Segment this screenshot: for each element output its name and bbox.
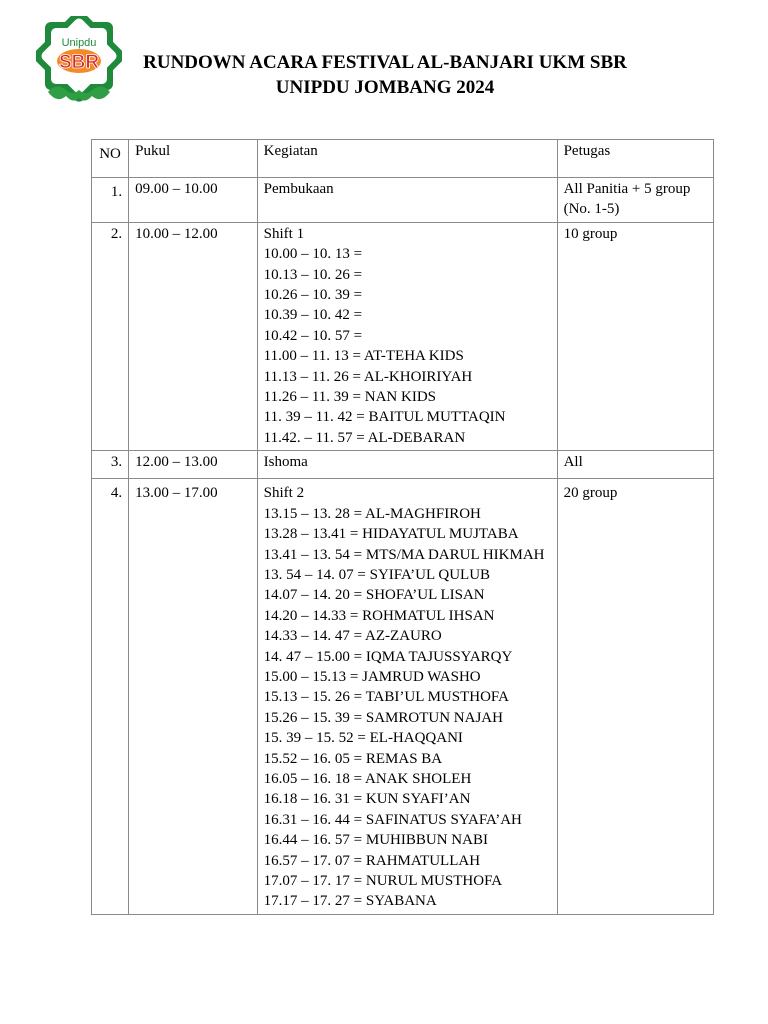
title-line-1: RUNDOWN ACARA FESTIVAL AL-BANJARI UKM SBR [143, 52, 627, 73]
schedule-slot: 10.13 – 10. 26 = [263, 266, 363, 283]
shift-label: Shift 1 [263, 225, 305, 242]
schedule-slot: 17.17 – 17. 27 = SYABANA [263, 893, 437, 910]
row-petugas: All Panitia + 5 group (No. 1-5) [557, 178, 713, 223]
schedule-slot: 15. 39 – 15. 52 = EL-HAQQANI [263, 730, 463, 747]
schedule-slot: 15.13 – 15. 26 = TABI’UL MUSTHOFA [263, 689, 509, 706]
row-kegiatan-cell [257, 479, 557, 915]
schedule-slot: 14.07 – 14. 20 = SHOFA’UL LISAN [263, 587, 485, 604]
row-no: 4. [92, 479, 129, 915]
row-petugas: 20 group [557, 479, 713, 915]
schedule-slot: 16.31 – 16. 44 = SAFINATUS SYAFA’AH [263, 811, 522, 828]
schedule-slot: 10.42 – 10. 57 = [263, 327, 363, 344]
schedule-slot: 11.13 – 11. 26 = AL-KHOIRIYAH [263, 368, 473, 385]
unipdu-sbr-logo [36, 16, 122, 104]
schedule-slot: 11.42. – 11. 57 = AL-DEBARAN [263, 429, 466, 446]
schedule-slot: 11.00 – 11. 13 = AT-TEHA KIDS [263, 348, 464, 365]
schedule-slot: 15.26 – 15. 39 = SAMROTUN NAJAH [263, 709, 503, 726]
row-no: 1. [92, 178, 129, 223]
title-line-2: UNIPDU JOMBANG 2024 [275, 77, 495, 98]
row-kegiatan: Pembukaan [257, 178, 557, 223]
schedule-slot: 11.26 – 11. 39 = NAN KIDS [263, 389, 437, 406]
table-header-row [92, 140, 714, 178]
schedule-slot: 13.41 – 13. 54 = MTS/MA DARUL HIKMAH [263, 546, 545, 563]
schedule-slot: 16.44 – 16. 57 = MUHIBBUN NABI [263, 832, 488, 849]
table-row [92, 178, 714, 223]
table-row [92, 451, 714, 479]
header-petugas: Petugas [557, 140, 713, 178]
schedule-slot: 14. 47 – 15.00 = IQMA TAJUSSYARQY [263, 648, 513, 665]
schedule-slot: 11. 39 – 11. 42 = BAITUL MUTTAQIN [263, 409, 506, 426]
header-no: NO [92, 140, 129, 178]
header-kegiatan: Kegiatan [257, 140, 557, 178]
row-pukul: 09.00 – 10.00 [129, 178, 258, 223]
row-no: 2. [92, 222, 129, 450]
row-petugas: All [557, 451, 713, 479]
schedule-slot: 14.33 – 14. 47 = AZ-ZAURO [263, 628, 442, 645]
rundown-table [91, 139, 714, 915]
schedule-slot: 16.18 – 16. 31 = KUN SYAFI’AN [263, 791, 471, 808]
schedule-slot: 13. 54 – 14. 07 = SYIFA’UL QULUB [263, 566, 491, 583]
row-no: 3. [92, 451, 129, 479]
logo-text-unipdu: Unipdu [61, 37, 97, 49]
row-pukul: 12.00 – 13.00 [129, 451, 258, 479]
logo-text-sbr: SBR [58, 52, 100, 73]
schedule-slot: 15.00 – 15.13 = JAMRUD WASHO [263, 668, 481, 685]
schedule-slot: 10.26 – 10. 39 = [263, 287, 363, 304]
schedule-slot: 16.57 – 17. 07 = RAHMATULLAH [263, 852, 481, 869]
schedule-slot: 17.07 – 17. 17 = NURUL MUSTHOFA [263, 873, 503, 889]
schedule-slot: 10.00 – 10. 13 = [263, 246, 363, 263]
document-title [115, 50, 655, 100]
row-pukul: 13.00 – 17.00 [129, 479, 258, 915]
schedule-slot: 13.15 – 13. 28 = AL-MAGHFIROH [263, 505, 481, 522]
table-row [92, 479, 714, 915]
row-kegiatan: Ishoma [257, 451, 557, 479]
header-pukul: Pukul [129, 140, 258, 178]
table-row [92, 222, 714, 450]
row-petugas: 10 group [557, 222, 713, 450]
shift-label: Shift 2 [263, 485, 305, 502]
row-kegiatan-cell [257, 222, 557, 450]
schedule-slot: 16.05 – 16. 18 = ANAK SHOLEH [263, 770, 472, 787]
schedule-slot: 14.20 – 14.33 = ROHMATUL IHSAN [263, 607, 495, 624]
row-pukul: 10.00 – 12.00 [129, 222, 258, 450]
schedule-slot: 15.52 – 16. 05 = REMAS BA [263, 750, 443, 767]
schedule-slot: 10.39 – 10. 42 = [263, 307, 363, 324]
schedule-slot: 13.28 – 13.41 = HIDAYATUL MUJTABA [263, 526, 519, 543]
